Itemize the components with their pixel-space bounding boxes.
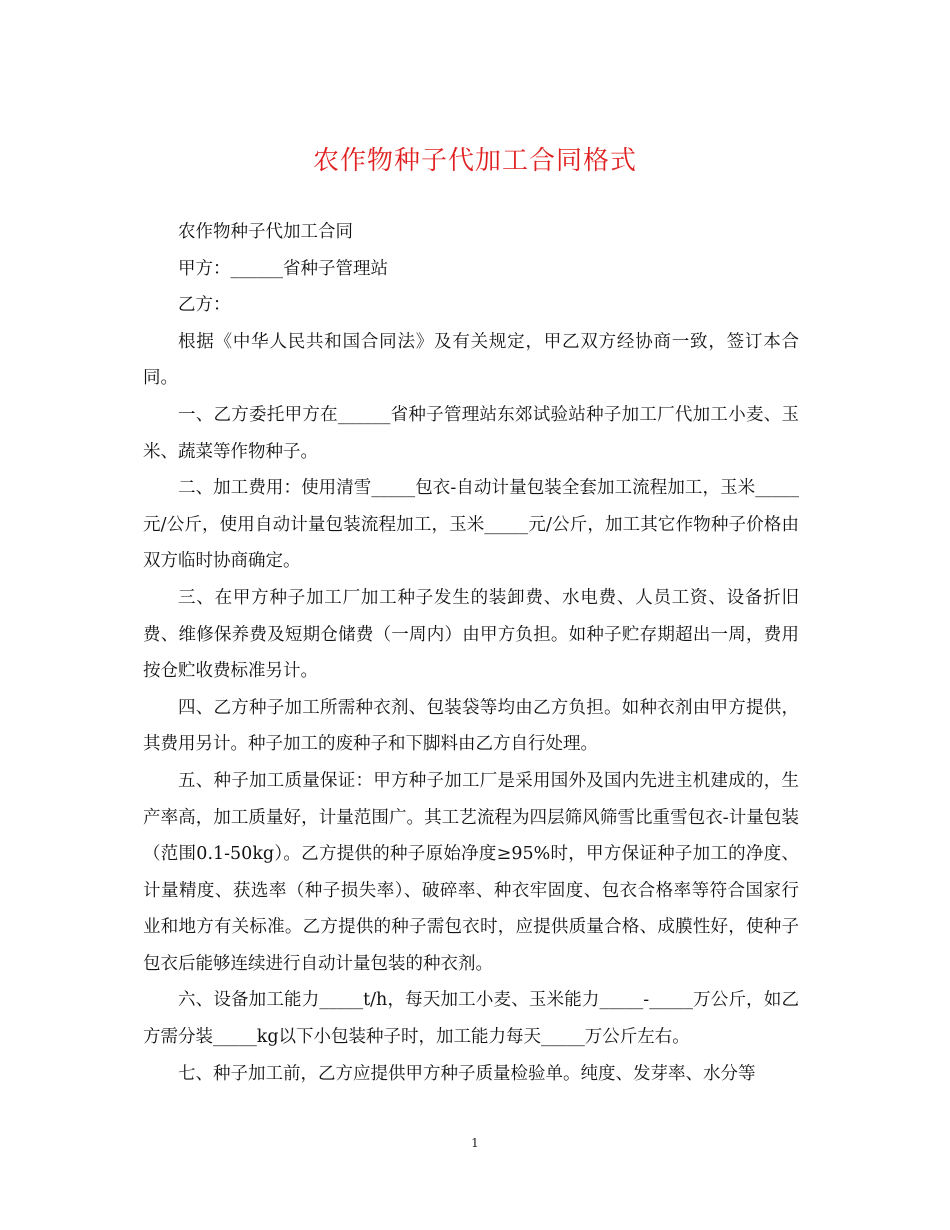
- paragraph-clause-1: 一、乙方委托甲方在______省种子管理站东郊试验站种子加工厂代加工小麦、玉米、蔬菜等作物种子。: [143, 404, 799, 462]
- paragraph-clause-4: 四、乙方种子加工所需种衣剂、包装袋等均由乙方负担。如种衣剂由甲方提供，其费用另计。种子加工的废种子和下脚料由乙方自行处理。: [143, 697, 799, 755]
- document-body: [143, 214, 799, 1092]
- paragraph-clause-7: 七、种子加工前，乙方应提供甲方种子质量检验单。纯度、发芽率、水分等: [178, 1063, 756, 1084]
- paragraph-clause-6: 六、设备加工能力_____t/h，每天加工小麦、玉米能力_____-_____万公斤，如乙方需分装_____kg以下小包装种子时，加工能力每天_____万公斤左右。: [143, 990, 799, 1048]
- paragraph-clause-3: 三、在甲方种子加工厂加工种子发生的装卸费、水电费、人员工资、设备折旧费、维修保养费及短期仓储费（一周内）由甲方负担。如种子贮存期超出一周，费用按仓贮收费标准另计。: [143, 587, 799, 682]
- paragraph-clause-5: 五、种子加工质量保证：甲方种子加工厂是采用国外及国内先进主机建成的，生产率高，加工质量好，计量范围广。其工艺流程为四层筛风筛雪比重雪包衣-计量包装（范围0.1-50kg）。乙方提供的种子原始净度≥95%时，甲方保证种子加工的净度、计量精度、获选率（种子损失率）、破碎率、种衣牢固度、包衣合格率等符合国家行业和地方有关标准。乙方提供的种子需包衣时，应提供质量合格、成膜性好，使种子包衣后能够连续进行自动计量包装的种衣剂。: [143, 770, 799, 974]
- paragraph-clause-2: 二、加工费用：使用清雪_____包衣-自动计量包装全套加工流程加工，玉米_____元/公斤，使用自动计量包装流程加工，玉米_____元/公斤，加工其它作物种子价格由双方临时协商确定。: [143, 478, 799, 572]
- document-title: 农作物种子代加工合同格式: [312, 146, 637, 176]
- paragraph-party-a: 甲方：______省种子管理站: [178, 258, 388, 279]
- page-number: 1: [471, 1136, 479, 1150]
- paragraph-party-b: 乙方：: [178, 295, 231, 316]
- paragraph-preamble: 根据《中华人民共和国合同法》及有关规定，甲乙双方经协商一致，签订本合同。: [143, 331, 799, 389]
- paragraph-contract-name: 农作物种子代加工合同: [178, 222, 353, 242]
